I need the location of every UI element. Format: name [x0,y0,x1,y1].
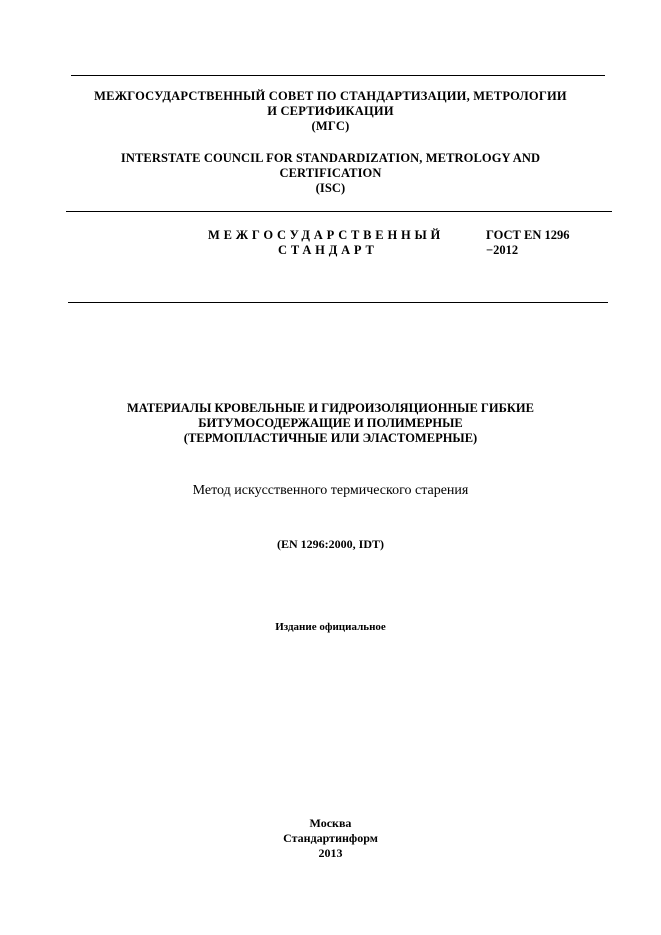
standard-type [208,228,444,258]
title-line-2: БИТУМОСОДЕРЖАЩИЕ И ПОЛИМЕРНЫЕ [198,416,463,430]
top-rule [71,75,605,76]
edition-note: Издание официальное [275,621,386,633]
standard-reference: (EN 1296:2000, IDT) [277,537,384,551]
council-name-ru [0,89,661,134]
council-ru-line-2: И СЕРТИФИКАЦИИ [267,104,394,118]
council-en-line-3: (ISC) [315,181,346,195]
council-divider-rule [66,211,612,212]
imprint-year: 2013 [318,846,343,860]
header-bottom-rule [68,302,608,303]
standard-number [486,228,570,258]
standard-type-line-1: МЕЖГОСУДАРСТВЕННЫЙ [208,228,445,242]
imprint [0,816,661,861]
council-ru-line-3: (МГС) [311,119,350,133]
title-line-3: (ТЕРМОПЛАСТИЧНЫЕ ИЛИ ЭЛАСТОМЕРНЫЕ) [183,431,478,445]
standard-number-line-2: −2012 [486,243,519,257]
imprint-publisher: Стандартинформ [283,831,378,845]
standard-number-line-1: ГОСТ EN 1296 [486,228,570,242]
council-en-line-2: CERTIFICATION [279,166,382,180]
title-line-1: МАТЕРИАЛЫ КРОВЕЛЬНЫЕ И ГИДРОИЗОЛЯЦИОННЫЕ ГИБКИЕ [127,401,534,415]
council-ru-line-1: МЕЖГОСУДАРСТВЕННЫЙ СОВЕТ ПО СТАНДАРТИЗАЦИИ, МЕТРОЛОГИИ [94,89,567,103]
council-name-en [0,151,661,196]
document-title [0,401,661,446]
council-en-line-1: INTERSTATE COUNCIL FOR STANDARDIZATION, METROLOGY AND [120,151,541,165]
document-subtitle: Метод искусственного термического старения [192,483,469,498]
imprint-city: Москва [309,816,352,830]
standard-type-line-2: СТАНДАРТ [278,243,378,257]
